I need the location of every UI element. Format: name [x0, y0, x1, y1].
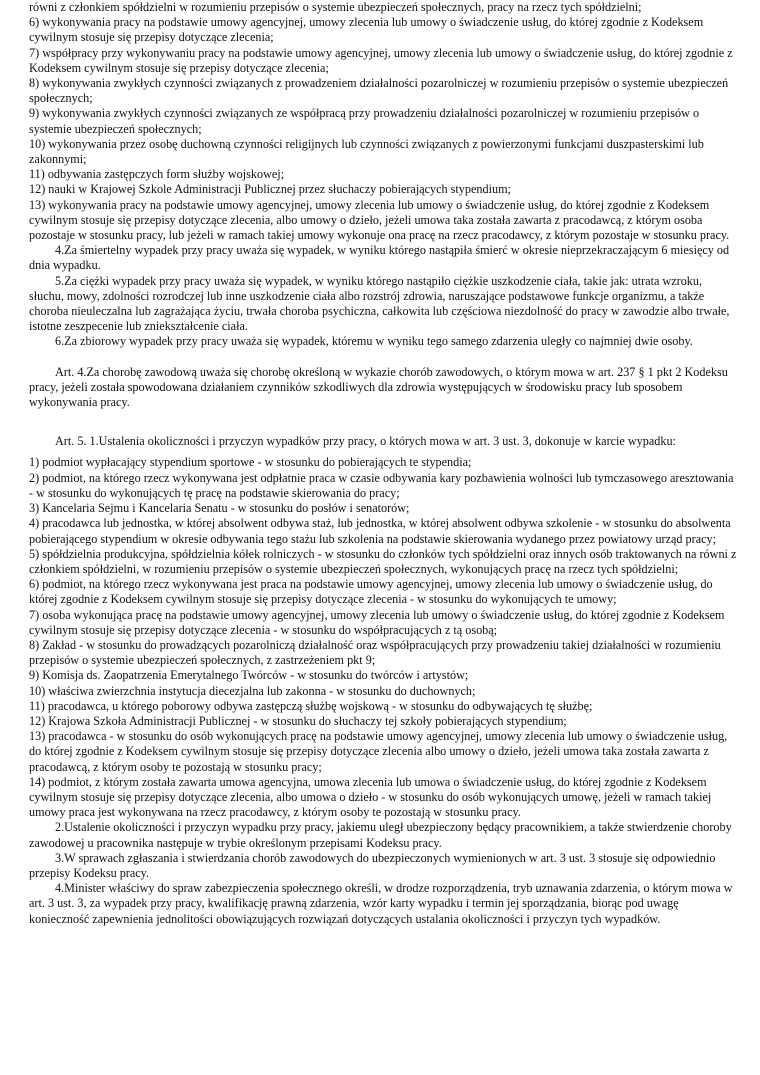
- paragraph: 4.Za śmiertelny wypadek przy pracy uważa się wypadek, w wyniku którego nastąpiła śmierć w okresie nieprzekraczającym 6 miesięcy od dnia wypadku.: [29, 243, 730, 273]
- list-item: 13) pracodawca - w stosunku do osób wykonujących pracę na podstawie umowy agencyjnej, umowy zlecenia lub umowy o świadczenie usług, do której zgodnie z Kodeksem cywilnym stosuje się przepisy dotyczące zlecenia albo umowy o dzieło, jeżeli umowa taka została zawarta z pracodawcą, z którym osoby te pozostają w stosunku pracy;: [29, 729, 728, 774]
- paragraph: 4.Minister właściwy do spraw zabezpieczenia społecznego określi, w drodze rozporządzenia, tryb uznawania zdarzenia, o którym mowa w art. 3 ust. 3, za wypadek przy pracy, kwalifikację prawną zdarzenia, wzór karty wypadku i termin jej sporządzania, biorąc pod uwagę konieczność zapewnienia jednolitości obowiązujących rozwiązań dotyczących ustalania okoliczności i przyczyn tych wypadków.: [29, 881, 733, 926]
- list-item: 10) właściwa zwierzchnia instytucja diecezjalna lub zakonna - w stosunku do duchownych;: [29, 683, 476, 698]
- list-item: 11) pracodawca, u którego poborowy odbywa zastępczą służbę wojskową - w stosunku do odbywających tę służbę;: [29, 698, 593, 713]
- list-item: 6) podmiot, na którego rzecz wykonywana jest praca na podstawie umowy agencyjnej, umowy zlecenia lub umowy o świadczenie usług, do której zgodnie z Kodeksem cywilnym stosuje się przepisy dotyczące zlecenia - w stosunku do wykonujących te umowy;: [29, 577, 713, 607]
- list-item: 9) wykonywania zwykłych czynności związanych ze współpracą przy prowadzeniu działalności pozarolniczej w rozumieniu przepisów o systemie ubezpieczeń społecznych;: [29, 106, 700, 136]
- list-item: 3) Kancelaria Sejmu i Kancelaria Senatu - w stosunku do posłów i senatorów;: [29, 501, 410, 516]
- art5-lead: Art. 5. 1.Ustalenia okoliczności i przyczyn wypadków przy pracy, o których mowa w art. 3 ust. 3, dokonuje w karcie wypadku:: [55, 434, 676, 449]
- continued-list: [29, 0, 738, 243]
- list-item: 4) pracodawca lub jednostka, w której absolwent odbywa staż, lub jednostka, w której absolwent odbywa szkolenie - w stosunku do absolwenta pobierającego stypendium w okresie odbywania tego stażu lub szkolenia na podstawie skierowania wydanego przez powiatowy urząd pracy;: [29, 516, 731, 546]
- list-item: 12) nauki w Krajowej Szkole Administracji Publicznej przez słuchaczy pobierających stypendium;: [29, 182, 511, 197]
- art4-paragraph: Art. 4.Za chorobę zawodową uważa się chorobę określoną w wykazie chorób zawodowych, o którym mowa w art. 237 § 1 pkt 2 Kodeksu pracy, jeżeli została spowodowana działaniem czynników szkodliwych dla zdrowia występujących w środowisku pracy lub sposobem wykonywania pracy.: [29, 364, 728, 410]
- paragraph: 2.Ustalenie okoliczności i przyczyn wypadku przy pracy, jakiemu uległ ubezpieczony będący pracownikiem, a także stwierdzenie choroby zawodowej u pracownika następuje w trybie określonym przepisami Kodeksu pracy.: [29, 820, 732, 850]
- list-item: 8) wykonywania zwykłych czynności związanych z prowadzeniem działalności pozarolniczej w rozumieniu przepisów o systemie ubezpieczeń społecznych;: [29, 76, 729, 106]
- list-item: 8) Zakład - w stosunku do prowadzących pozarolniczą działalność oraz współpracujących przy prowadzeniu takiej działalności w rozumieniu przepisów o systemie ubezpieczeń społecznych, z zastrzeżeniem pkt 9;: [29, 637, 721, 668]
- list-item: 2) podmiot, na którego rzecz wykonywana jest odpłatnie praca w czasie odbywania kary pozbawienia wolności lub tymczasowego aresztowania - w stosunku do wykonujących tę pracę na podstawie skierowania do pracy;: [29, 470, 734, 500]
- spacer: [29, 410, 738, 432]
- list-item: 14) podmiot, z którym została zawarta umowa agencyjna, umowa zlecenia lub umowa o świadczenie usług, do której zgodnie z Kodeksem cywilnym stosuje się przepisy dotyczące zlecenia, albo umowa o dzieło - w stosunku do osób wykonujących umowę, jeżeli w ramach takiej umowy praca jest wykonywana na rzecz pracodawcy, z którym osoby te pozostają w stosunku pracy.: [29, 774, 712, 820]
- list-item: 10) wykonywania przez osobę duchowną czynności religijnych lub czynności związanych z powierzonymi funkcjami duszpasterskimi lub zakonnymi;: [29, 136, 704, 167]
- spacer: [29, 350, 738, 365]
- list-item: 9) Komisja ds. Zaopatrzenia Emerytalnego Twórców - w stosunku do twórców i artystów;: [29, 668, 469, 683]
- list-item: 5) spółdzielnia produkcyjna, spółdzielnia kółek rolniczych - w stosunku do członków tych spółdzielni oraz innych osób traktowanych na równi z członkiem spółdzielni, w rozumieniu przepisów o systemie ubezpieczeń społecznych, wykonujących pracę na rzecz tych spółdzielni;: [29, 546, 737, 576]
- list-item: równi z członkiem spółdzielni w rozumieniu przepisów o systemie ubezpieczeń społecznych, pracy na rzecz tych spółdzielni;: [29, 0, 642, 14]
- art3-paragraphs: [29, 243, 738, 349]
- art5-paragraphs: [29, 820, 738, 926]
- art5-list: [29, 455, 738, 820]
- list-item: 12) Krajowa Szkoła Administracji Publicznej - w stosunku do słuchaczy tej szkoły pobierających stypendium;: [29, 713, 567, 728]
- list-item: 7) osoba wykonująca pracę na podstawie umowy agencyjnej, umowy zlecenia lub umowy o świadczenie usług, do której zgodnie z Kodeksem cywilnym stosuje się przepisy dotyczące zlecenia - w stosunku do współpracujących z tą osobą;: [29, 607, 725, 637]
- paragraph: 3.W sprawach zgłaszania i stwierdzania chorób zawodowych do ubezpieczonych wymienionych w art. 3 ust. 3 stosuje się odpowiednio przepisy Kodeksu pracy.: [29, 850, 716, 880]
- list-item: 7) współpracy przy wykonywaniu pracy na podstawie umowy agencyjnej, umowy zlecenia lub umowy o świadczenie usług, do której zgodnie z Kodeksem cywilnym stosuje się przepisy dotyczące zlecenia;: [29, 45, 733, 75]
- list-item: 11) odbywania zastępczych form służby wojskowej;: [29, 167, 285, 182]
- list-item: 6) wykonywania pracy na podstawie umowy agencyjnej, umowy zlecenia lub umowy o świadczenie usług, do której zgodnie z Kodeksem cywilnym stosuje się przepisy dotyczące zlecenia;: [29, 15, 704, 45]
- list-item: 13) wykonywania pracy na podstawie umowy agencyjnej, umowy zlecenia lub umowy o świadczenie usług, do której zgodnie z Kodeksem cywilnym stosuje się przepisy dotyczące zlecenia, albo umowy o dzieło, jeżeli umowa taka została zawarta z pracodawcą, z którym osoba pozostaje w stosunku pracy, lub jeżeli w ramach takiej umowy wykonuje ona pracę na rzecz pracodawcy, z którym pozostaje w stosunku pracy.: [29, 197, 730, 243]
- paragraph: 5.Za ciężki wypadek przy pracy uważa się wypadek, w wyniku którego nastąpiło ciężkie uszkodzenie ciała, takie jak: utrata wzroku, słuchu, mowy, zdolności rozrodczej lub inne uszkodzenie ciała albo rozstrój zdrowia, naruszające podstawowe funkcje organizmu, a także choroba nieuleczalna lub zagrażająca życiu, trwała choroba psychiczna, całkowita lub częściowa niezdolność do pracy w zawodzie albo trwałe, istotne zeszpecenie lub zniekształcenie ciała.: [29, 273, 730, 334]
- list-item: 1) podmiot wypłacający stypendium sportowe - w stosunku do pobierających te stypendia;: [29, 455, 472, 470]
- paragraph: 6.Za zbiorowy wypadek przy pracy uważa się wypadek, któremu w wyniku tego samego zdarzenia uległy co najmniej dwie osoby.: [55, 334, 693, 349]
